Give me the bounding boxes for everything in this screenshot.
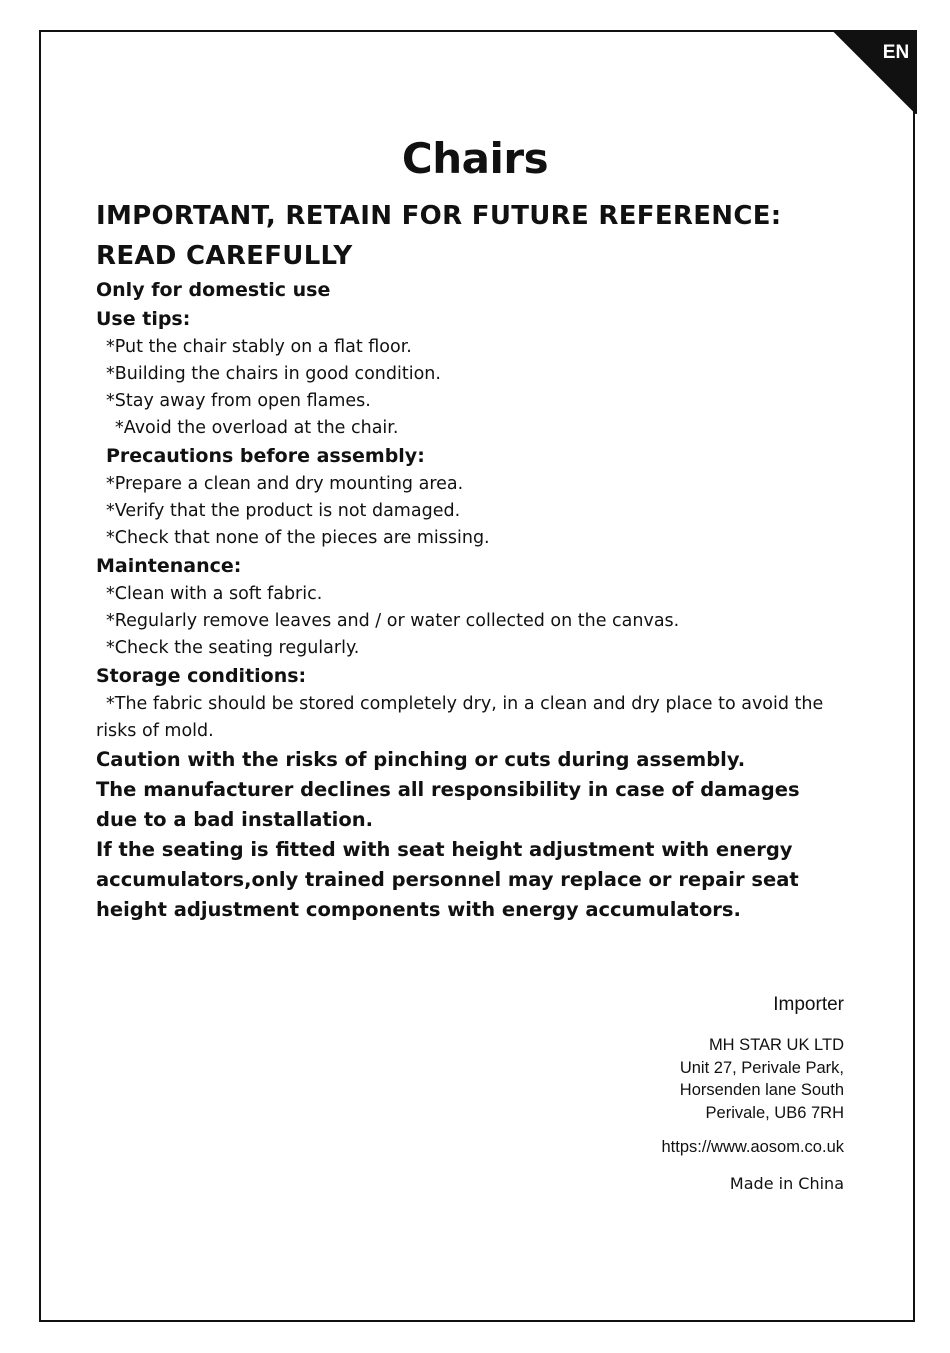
- precaution-item: *Check that none of the pieces are missing.: [106, 528, 490, 548]
- use-tips-heading: Use tips:: [96, 308, 191, 330]
- use-tip-item: *Building the chairs in good condition.: [106, 364, 441, 384]
- instructions-body: [96, 196, 846, 925]
- importer-address-line: Perivale, UB6 7RH: [705, 1103, 844, 1122]
- maintenance-item: *Check the seating regularly.: [106, 638, 360, 658]
- importer-address-line: MH STAR UK LTD: [708, 1036, 844, 1054]
- importer-block: [662, 994, 845, 1193]
- important-heading-line-1: IMPORTANT, RETAIN FOR FUTURE REFERENCE:: [96, 201, 782, 231]
- precaution-item: *Verify that the product is not damaged.: [106, 501, 461, 521]
- domestic-use-note: Only for domestic use: [96, 279, 331, 301]
- made-in-label: Made in China: [729, 1174, 844, 1193]
- storage-heading: Storage conditions:: [96, 665, 307, 687]
- importer-url: https://www.aosom.co.uk: [661, 1138, 844, 1156]
- use-tip-item: *Put the chair stably on a flat floor.: [106, 337, 412, 357]
- maintenance-item: *Regularly remove leaves and / or water collected on the canvas.: [106, 611, 680, 631]
- use-tip-item: *Stay away from open flames.: [106, 391, 371, 411]
- language-corner-tab: [833, 30, 917, 114]
- importer-label: Importer: [773, 994, 844, 1015]
- precautions-heading: Precautions before assembly:: [106, 445, 425, 467]
- maintenance-heading: Maintenance:: [96, 555, 242, 577]
- importer-address-line: Unit 27, Perivale Park,: [679, 1058, 844, 1077]
- precaution-item: *Prepare a clean and dry mounting area.: [106, 474, 464, 494]
- important-heading-line-2: READ CAREFULLY: [96, 241, 353, 271]
- caution-seat-height: If the seating is fitted with seat height adjustment with energy accumulators,only trained personnel may replace or repair seat height adjustment components with energy accumulators.: [96, 838, 799, 921]
- language-badge: EN: [882, 42, 910, 63]
- storage-text: *The fabric should be stored completely dry, in a clean and dry place to avoid the risks of mold.: [96, 694, 824, 741]
- caution-pinching: Caution with the risks of pinching or cuts during assembly.: [96, 748, 746, 771]
- maintenance-item: *Clean with a soft fabric.: [106, 584, 323, 604]
- importer-address-line: Horsenden lane South: [679, 1081, 844, 1099]
- caution-manufacturer: The manufacturer declines all responsibility in case of damages due to a bad installation.: [96, 778, 800, 831]
- page-title: Chairs: [401, 134, 549, 183]
- use-tip-item: *Avoid the overload at the chair.: [115, 418, 399, 438]
